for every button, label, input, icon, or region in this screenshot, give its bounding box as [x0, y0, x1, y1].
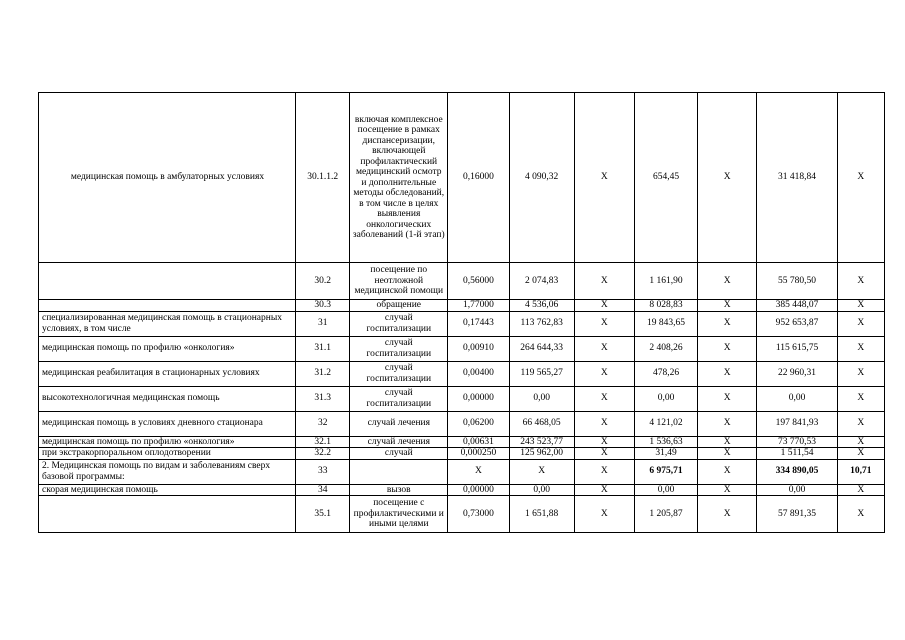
value-cell: 6 975,71	[635, 459, 698, 484]
value-cell: 0,00	[635, 386, 698, 411]
value-cell: 4 121,02	[635, 411, 698, 436]
value-cell: X	[697, 448, 757, 460]
value-cell: 0,00	[635, 484, 698, 496]
value-cell: X	[837, 93, 884, 263]
value-cell: X	[574, 459, 635, 484]
table-row	[39, 336, 885, 361]
volume-cell: X	[448, 459, 510, 484]
value-cell: X	[837, 448, 884, 460]
value-cell: 22 960,31	[757, 361, 837, 386]
value-cell: X	[837, 484, 884, 496]
volume-cell: 0,73000	[448, 496, 510, 533]
value-cell: 57 891,35	[757, 496, 837, 533]
value-cell: 1 511,54	[757, 448, 837, 460]
value-cell: 654,45	[635, 93, 698, 263]
table-row	[39, 448, 885, 460]
unit-cell: обращение	[350, 300, 448, 312]
value-cell: X	[697, 436, 757, 448]
row-name	[39, 496, 296, 533]
value-cell: X	[697, 496, 757, 533]
value-cell: 197 841,93	[757, 411, 837, 436]
row-number: 31	[295, 311, 349, 336]
unit-cell: случай госпитализации	[350, 336, 448, 361]
row-number: 35.1	[295, 496, 349, 533]
volume-cell: 0,00000	[448, 484, 510, 496]
row-name: высокотехнологичная медицинская помощь	[39, 386, 296, 411]
unit-cell: посещение по неотложной медицинской помощи	[350, 263, 448, 300]
table-row	[39, 484, 885, 496]
value-cell: X	[574, 496, 635, 533]
row-name: медицинская помощь по профилю «онкология»	[39, 336, 296, 361]
volume-cell: 0,56000	[448, 263, 510, 300]
value-cell: X	[697, 263, 757, 300]
cost-cell: 0,00	[509, 484, 574, 496]
volume-cell: 0,00910	[448, 336, 510, 361]
row-name: медицинская помощь по профилю «онкология»	[39, 436, 296, 448]
value-cell: X	[837, 263, 884, 300]
value-cell: 334 890,05	[757, 459, 837, 484]
value-cell: 10,71	[837, 459, 884, 484]
table-row	[39, 436, 885, 448]
value-cell: X	[697, 93, 757, 263]
value-cell: 115 615,75	[757, 336, 837, 361]
cost-cell: 119 565,27	[509, 361, 574, 386]
table-row	[39, 459, 885, 484]
value-cell: 478,26	[635, 361, 698, 386]
value-cell: X	[574, 361, 635, 386]
value-cell: 8 028,83	[635, 300, 698, 312]
unit-cell: случай госпитализации	[350, 386, 448, 411]
volume-cell: 0,000250	[448, 448, 510, 460]
table-row	[39, 361, 885, 386]
value-cell: 1 205,87	[635, 496, 698, 533]
value-cell: X	[697, 459, 757, 484]
value-cell: X	[574, 448, 635, 460]
row-number: 30.3	[295, 300, 349, 312]
value-cell: X	[837, 300, 884, 312]
row-name: медицинская реабилитация в стационарных условиях	[39, 361, 296, 386]
cost-cell: 0,00	[509, 386, 574, 411]
row-number: 34	[295, 484, 349, 496]
cost-cell: 264 644,33	[509, 336, 574, 361]
cost-cell: X	[509, 459, 574, 484]
cost-cell: 1 651,88	[509, 496, 574, 533]
value-cell: X	[697, 311, 757, 336]
row-name: медицинская помощь в амбулаторных условиях	[39, 93, 296, 263]
value-cell: 385 448,07	[757, 300, 837, 312]
value-cell: 2 408,26	[635, 336, 698, 361]
value-cell: X	[837, 436, 884, 448]
unit-cell: случай госпитализации	[350, 311, 448, 336]
value-cell: X	[697, 386, 757, 411]
unit-cell: случай лечения	[350, 436, 448, 448]
volume-cell: 1,77000	[448, 300, 510, 312]
value-cell: X	[574, 336, 635, 361]
value-cell: X	[837, 386, 884, 411]
row-number: 30.2	[295, 263, 349, 300]
value-cell: 31,49	[635, 448, 698, 460]
volume-cell: 0,17443	[448, 311, 510, 336]
table-row	[39, 93, 885, 263]
unit-cell: случай лечения	[350, 411, 448, 436]
row-name: медицинская помощь в условиях дневного стационара	[39, 411, 296, 436]
value-cell: X	[574, 311, 635, 336]
value-cell: 0,00	[757, 386, 837, 411]
row-number: 32.1	[295, 436, 349, 448]
row-name: скорая медицинская помощь	[39, 484, 296, 496]
value-cell: 55 780,50	[757, 263, 837, 300]
unit-cell: случай	[350, 448, 448, 460]
value-cell: X	[697, 300, 757, 312]
unit-cell: включая комплексное посещение в рамках диспансеризации, включающей профилактический медицинский осмотр и дополнительные методы обследований, в том числе в целях выявления онкологических заболеваний (1-й этап)	[350, 93, 448, 263]
value-cell: X	[697, 361, 757, 386]
value-cell: X	[837, 411, 884, 436]
value-cell: 73 770,53	[757, 436, 837, 448]
cost-cell: 125 962,00	[509, 448, 574, 460]
unit-cell: вызов	[350, 484, 448, 496]
row-number: 31.1	[295, 336, 349, 361]
value-cell: X	[574, 93, 635, 263]
value-cell: X	[574, 300, 635, 312]
cost-cell: 2 074,83	[509, 263, 574, 300]
value-cell: 0,00	[757, 484, 837, 496]
row-name: при экстракорпоральном оплодотворении	[39, 448, 296, 460]
value-cell: X	[837, 311, 884, 336]
volume-cell: 0,16000	[448, 93, 510, 263]
value-cell: 19 843,65	[635, 311, 698, 336]
value-cell: X	[697, 336, 757, 361]
table-row	[39, 300, 885, 312]
table-row	[39, 386, 885, 411]
value-cell: 1 161,90	[635, 263, 698, 300]
cost-cell: 4 090,32	[509, 93, 574, 263]
cost-cell: 113 762,83	[509, 311, 574, 336]
unit-cell	[350, 459, 448, 484]
value-cell: X	[837, 336, 884, 361]
row-number: 31.2	[295, 361, 349, 386]
row-number: 32.2	[295, 448, 349, 460]
row-number: 32	[295, 411, 349, 436]
value-cell: X	[574, 436, 635, 448]
row-name	[39, 263, 296, 300]
row-number: 33	[295, 459, 349, 484]
row-number: 31.3	[295, 386, 349, 411]
volume-cell: 0,06200	[448, 411, 510, 436]
value-cell: X	[574, 263, 635, 300]
table-row	[39, 411, 885, 436]
value-cell: 952 653,87	[757, 311, 837, 336]
table-row	[39, 263, 885, 300]
unit-cell: посещение с профилактическими и иными целями	[350, 496, 448, 533]
value-cell: X	[697, 411, 757, 436]
volume-cell: 0,00000	[448, 386, 510, 411]
table-row	[39, 496, 885, 533]
value-cell: 1 536,63	[635, 436, 698, 448]
row-name	[39, 300, 296, 312]
value-cell: X	[574, 386, 635, 411]
cost-cell: 243 523,77	[509, 436, 574, 448]
value-cell: X	[837, 361, 884, 386]
value-cell: X	[574, 484, 635, 496]
volume-cell: 0,00631	[448, 436, 510, 448]
cost-cell: 66 468,05	[509, 411, 574, 436]
row-number: 30.1.1.2	[295, 93, 349, 263]
row-name: специализированная медицинская помощь в стационарных условиях, в том числе	[39, 311, 296, 336]
volume-cell: 0,00400	[448, 361, 510, 386]
value-cell: X	[837, 496, 884, 533]
table-row	[39, 311, 885, 336]
value-cell: X	[574, 411, 635, 436]
unit-cell: случай госпитализации	[350, 361, 448, 386]
cost-cell: 4 536,06	[509, 300, 574, 312]
row-name: 2. Медицинская помощь по видам и заболеваниям сверх базовой программы:	[39, 459, 296, 484]
value-cell: X	[697, 484, 757, 496]
value-cell: 31 418,84	[757, 93, 837, 263]
tariff-table	[38, 92, 885, 533]
